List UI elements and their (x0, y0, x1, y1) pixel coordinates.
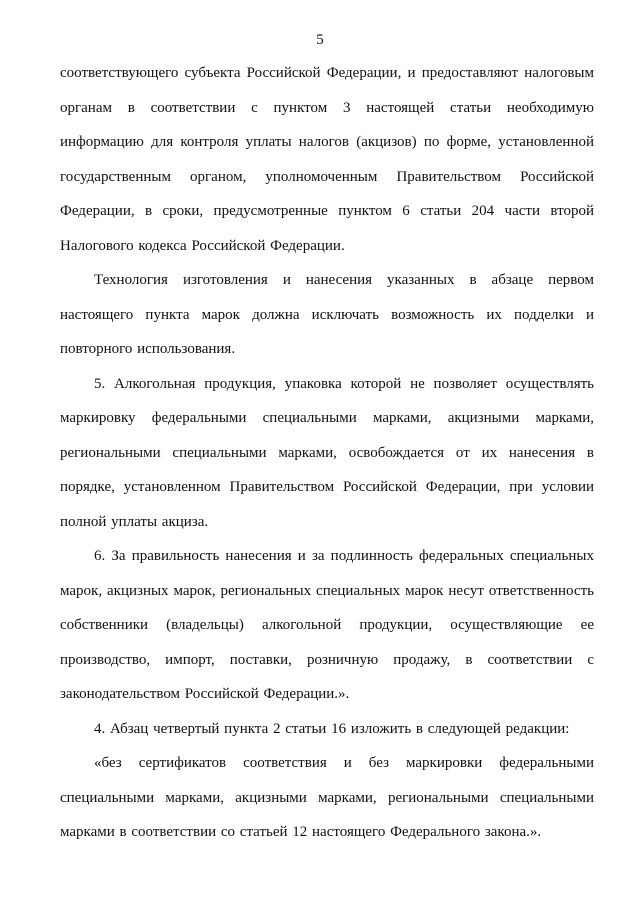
paragraph-item-5: 5. Алкогольная продукция, упаковка которой не позволяет осуществлять маркировку федеральными специальными марками, акцизными марками, региональными специальными марками, освобождается от их нанесения в порядке, установленном Правительством Российской Федерации, при условии полной уплаты акциза. (60, 375, 594, 530)
paragraph-quote: «без сертификатов соответствия и без маркировки федеральными специальными марками, акцизными марками, региональными специальными марками в соответствии со статьей 12 настоящего Федерального закона.». (60, 755, 594, 840)
document-body (60, 56, 594, 850)
paragraph-item-6: 6. За правильность нанесения и за подлинность федеральных специальных марок, акцизных марок, региональных специальных марок несут ответственность собственники (владельцы) алкогольной продукции, осуществляющие ее производство, импорт, поставки, розничную продажу, в соответствии с законодательством Российской Федерации.». (60, 548, 594, 702)
paragraph-technology: Технология изготовления и нанесения указанных в абзаце первом настоящего пункта марок должна исключать возможность их подделки и повторного использования. (60, 272, 594, 357)
paragraph-item-4: 4. Абзац четвертый пункта 2 статьи 16 изложить в следующей редакции: (94, 720, 570, 737)
page-number: 5 (316, 32, 324, 48)
paragraph-continuation: соответствующего субъекта Российской Федерации, и предоставляют налоговым органам в соответствии с пунктом 3 настоящей статьи необходимую информацию для контроля уплаты налогов (акцизов) по форме, установленной государственным органом, уполномоченным Правительством Российской Федерации, в сроки, предусмотренные пунктом 6 статьи 204 части второй Налогового кодекса Российской Федерации. (60, 65, 594, 254)
